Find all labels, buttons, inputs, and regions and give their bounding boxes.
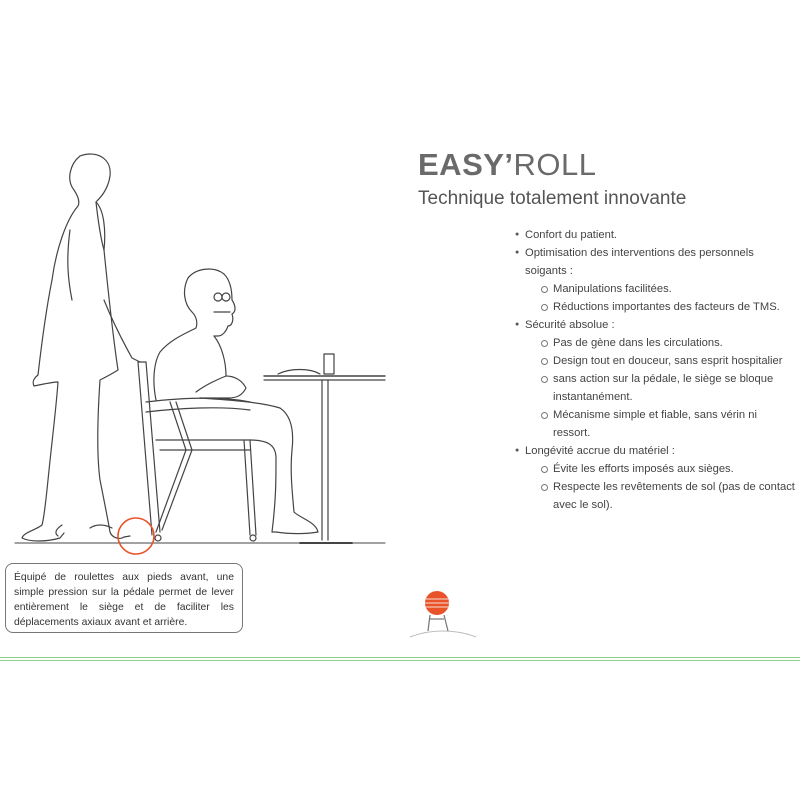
feature-securite: Sécurité absolue : (525, 319, 615, 331)
sub-list-item: Pas de gène dans les circulations. (541, 334, 797, 352)
page-subtitle: Technique totalement innovante (418, 188, 687, 209)
person-chair-illustration-icon (0, 140, 400, 560)
sub-list (525, 334, 797, 442)
sub-list-item: Respecte les revêtements de sol (pas de contact avec le sol). (541, 478, 797, 514)
title-regular: ROLL (513, 147, 597, 182)
caption-box: Équipé de roulettes aux pieds avant, une simple pression sur la pédale permet de lever entièrement le siège et de faciliter les déplacements axiaux avant et arrière. (5, 563, 243, 633)
page-title (418, 148, 686, 182)
sub-list-item: Réductions importantes des facteurs de TMS. (541, 298, 797, 316)
sub-list-item: Mécanisme simple et fiable, sans vérin ni ressort. (541, 406, 797, 442)
title-bold: EASY’ (418, 147, 514, 182)
sub-list (525, 280, 797, 316)
sub-list-item: sans action sur la pédale, le siège se bloque instantanément. (541, 370, 797, 406)
sub-list (525, 460, 797, 514)
chair-logo-icon (408, 585, 478, 641)
feature-longevite: Longévité accrue du matériel : (525, 445, 675, 457)
sub-list-item: Design tout en douceur, sans esprit hospitalier (541, 352, 797, 370)
feature-list (515, 226, 797, 514)
feature-comfort: Confort du patient. (525, 229, 618, 241)
list-item (515, 226, 797, 244)
footer-divider (0, 657, 800, 661)
title-block (418, 148, 686, 210)
list-item (515, 442, 797, 514)
sub-list-item: Manipulations facilitées. (541, 280, 797, 298)
feature-optimisation: Optimisation des interventions des personnels soigants : (525, 247, 754, 277)
list-item (515, 244, 797, 316)
list-item (515, 316, 797, 442)
sub-list-item: Évite les efforts imposés aux sièges. (541, 460, 797, 478)
